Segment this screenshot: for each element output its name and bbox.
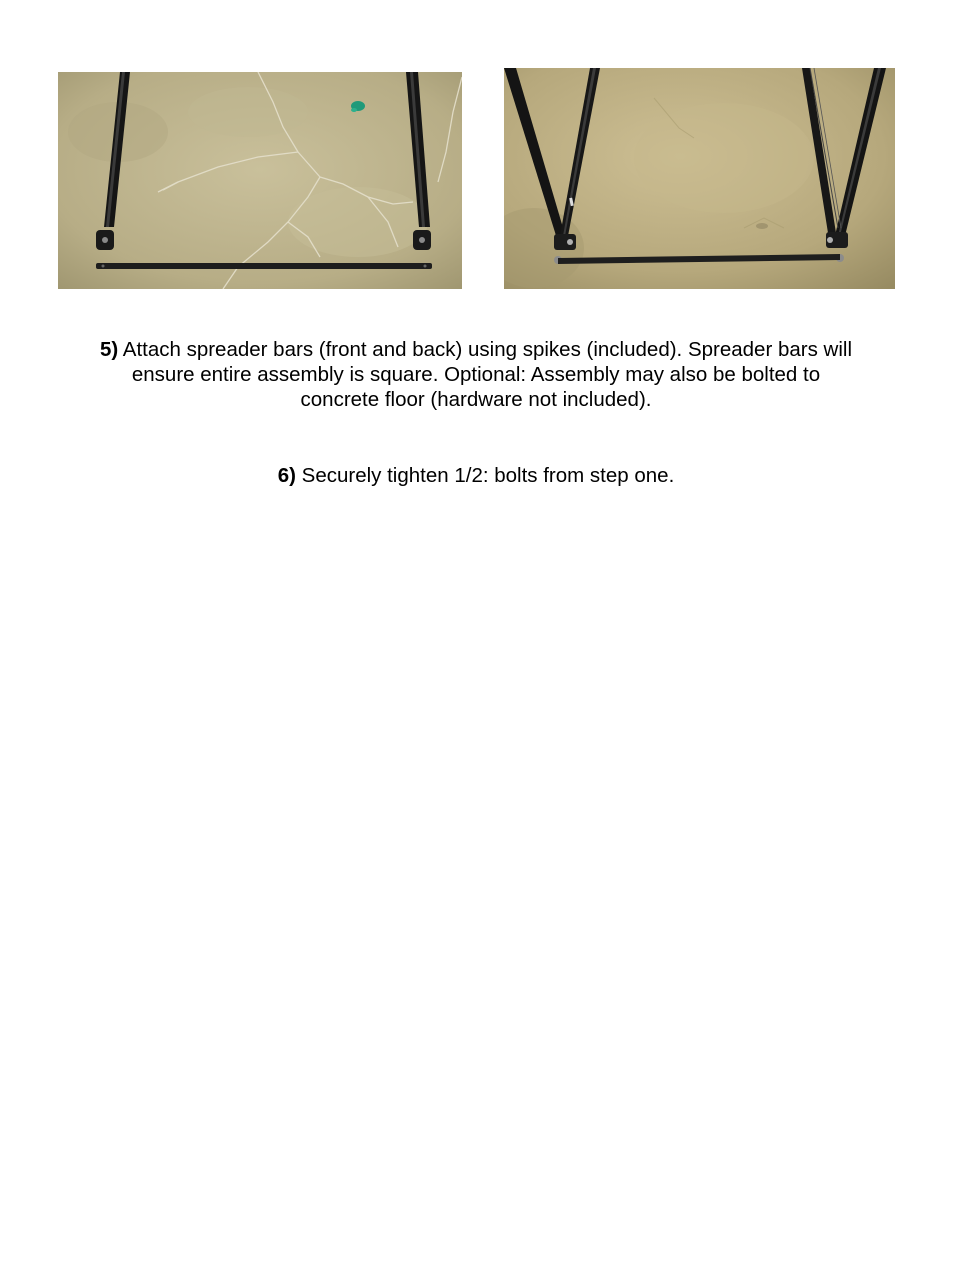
step-5-number: 5): [99, 338, 119, 361]
photo-spreader-bar-attached: [504, 68, 895, 289]
photo-spreader-bar-before: [58, 72, 462, 289]
step-5-instruction: [90, 337, 862, 412]
step-6-text: Securely tighten 1/2: bolts from step one.: [295, 464, 675, 487]
step-5-text: Attach spreader bars (front and back) using spikes (included). Spreader bars will ensure entire assembly is square. Optional: Assembly may also be bolted to concrete floor (hardware not included).: [118, 338, 853, 411]
step-6-instruction: [90, 463, 862, 488]
step-6-number: 6): [277, 464, 296, 487]
